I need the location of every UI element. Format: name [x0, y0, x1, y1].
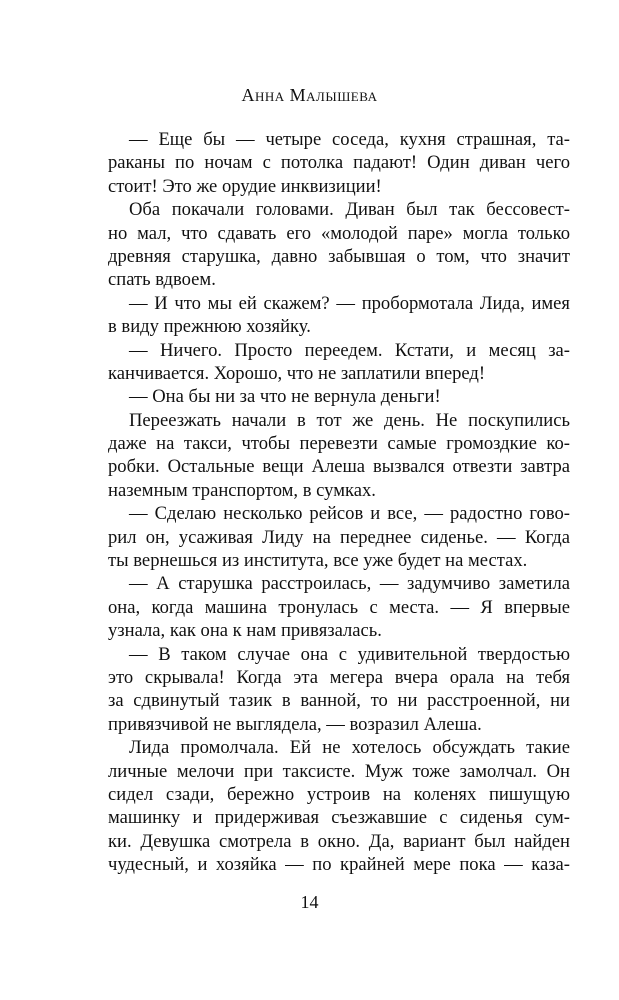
text-line: робки. Остальные вещи Алеша вызвался отвезти завтра: [108, 456, 570, 478]
text-line: — А старушка расстроилась, — задумчиво заметила: [129, 573, 570, 595]
text-line: ты вернешься из института, все уже будет на местах.: [108, 550, 528, 572]
text-line: она, когда машина тронулась с места. — Я впервые: [108, 596, 570, 618]
text-line: личные мелочи при таксисте. Муж тоже замолчал. Он: [108, 760, 570, 782]
text-line: даже на такси, чтобы перевезти самые громоздкие ко-: [108, 433, 570, 455]
text-line: — Ничего. Просто переедем. Кстати, и месяц за-: [129, 339, 570, 361]
text-line: — Она бы ни за что не вернула деньги!: [129, 386, 441, 408]
text-line: — Сделаю несколько рейсов и все, — радостно гово-: [129, 503, 570, 525]
text-line: привязчивой не выглядела, — возразил Алеша.: [108, 713, 482, 735]
text-line: за сдвинутый тазик в ванной, то ни расстроенной, ни: [108, 690, 570, 712]
text-line: ки. Девушка смотрела в окно. Да, вариант был найден: [108, 830, 570, 852]
text-line: наземным транспортом, в сумках.: [108, 479, 376, 501]
text-line: сидел сзади, бережно устроив на коленях пишущую: [108, 783, 570, 805]
text-line: рил он, усаживая Лиду на переднее сиденье. — Когда: [108, 526, 570, 548]
text-line: Лида промолчала. Ей не хотелось обсуждать такие: [129, 737, 570, 759]
text-line: канчивается. Хорошо, что не заплатили вперед!: [108, 362, 486, 384]
text-line: узнала, как она к нам привязалась.: [108, 620, 382, 642]
text-line: — Еще бы — четыре соседа, кухня страшная, та-: [129, 129, 570, 150]
text-line: — В таком случае она с удивительной твердостью: [129, 643, 570, 665]
text-line: раканы по ночам с потолка падают! Один диван чего: [108, 152, 570, 174]
body-text: [108, 128, 570, 877]
running-head: Анна Малышева: [241, 85, 378, 105]
text-line: в виду прежнюю хозяйку.: [108, 316, 311, 338]
page-number: 14: [300, 892, 319, 912]
text-line: машинку и придерживая съезжавшие с сиденья сум-: [108, 807, 570, 829]
text-line: но мал, что сдавать его «молодой паре» могла только: [108, 222, 570, 244]
text-line: Переезжать начали в тот же день. Не поскупились: [129, 409, 570, 431]
text-line: — И что мы ей скажем? — пробормотала Лида, имея: [129, 292, 570, 314]
text-line: чудесный, и хозяйка — по крайней мере пока — каза-: [108, 854, 570, 876]
text-line: это скрывала! Когда эта мегера вчера орала на тебя: [108, 666, 570, 688]
text-line: Оба покачали головами. Диван был так бессовест-: [129, 199, 570, 221]
text-line: стоит! Это же орудие инквизиции!: [108, 175, 382, 197]
text-line: древняя старушка, давно забывшая о том, что значит: [108, 245, 570, 267]
text-line: спать вдвоем.: [108, 269, 216, 291]
